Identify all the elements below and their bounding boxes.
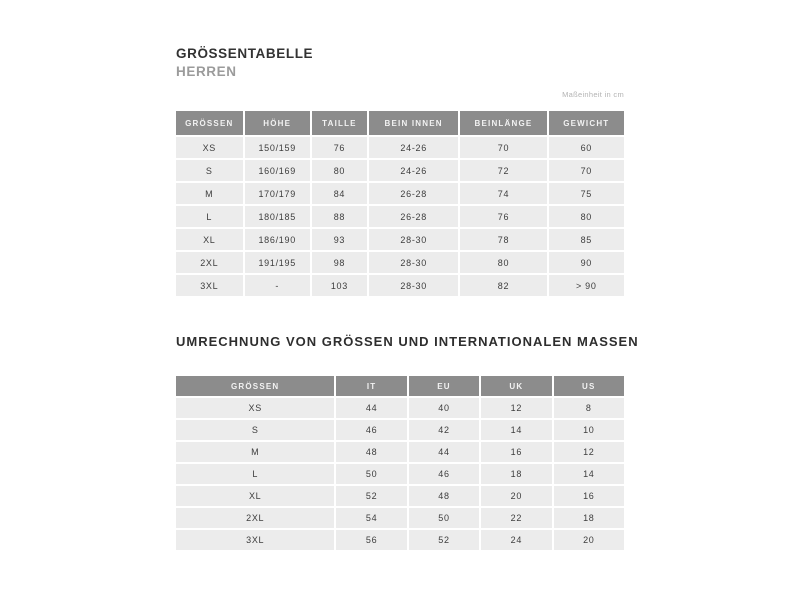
table-cell: 78 [460, 229, 546, 250]
table-cell: 20 [481, 486, 551, 506]
table-cell: 16 [481, 442, 551, 462]
table-cell: XL [176, 486, 334, 506]
table-cell: 12 [481, 398, 551, 418]
table-row [176, 442, 624, 462]
table-cell: 26-28 [369, 206, 458, 227]
table-row [176, 420, 624, 440]
table-cell: 12 [554, 442, 624, 462]
table-cell: 50 [336, 464, 406, 484]
table-cell: 85 [549, 229, 624, 250]
table-cell: XL [176, 229, 243, 250]
column-header: GRÖSSEN [176, 111, 243, 135]
table-cell: 80 [312, 160, 367, 181]
table-row [176, 229, 624, 250]
table-cell: 80 [460, 252, 546, 273]
table-cell: 60 [549, 137, 624, 158]
table-cell: 93 [312, 229, 367, 250]
table-cell: 186/190 [245, 229, 310, 250]
table-row [176, 464, 624, 484]
table-row [176, 398, 624, 418]
table-cell: 20 [554, 530, 624, 550]
conversion-section-title: UMRECHNUNG VON GRÖSSEN UND INTERNATIONALEN MASSEN [176, 334, 639, 349]
table-cell: 22 [481, 508, 551, 528]
table-cell: 98 [312, 252, 367, 273]
column-header: HÖHE [245, 111, 310, 135]
table-cell: 44 [409, 442, 479, 462]
table-cell: 28-30 [369, 252, 458, 273]
table-row [176, 508, 624, 528]
table-cell: 76 [312, 137, 367, 158]
table-cell: 24-26 [369, 137, 458, 158]
table-cell: L [176, 206, 243, 227]
table-cell: M [176, 442, 334, 462]
table-cell: 170/179 [245, 183, 310, 204]
table-cell: 76 [460, 206, 546, 227]
table-cell: 3XL [176, 275, 243, 296]
page-title: GRÖSSENTABELLE [176, 46, 314, 61]
table-cell: 2XL [176, 508, 334, 528]
table-cell: 46 [336, 420, 406, 440]
page-subtitle: HERREN [176, 64, 237, 79]
table-cell: > 90 [549, 275, 624, 296]
table-cell: M [176, 183, 243, 204]
table-row [176, 137, 624, 158]
table-cell: 52 [409, 530, 479, 550]
table-cell: 42 [409, 420, 479, 440]
table-row [176, 160, 624, 181]
column-header: UK [481, 376, 551, 396]
header-row [176, 111, 624, 135]
table-cell: 160/169 [245, 160, 310, 181]
table-row [176, 530, 624, 550]
table-row [176, 206, 624, 227]
unit-note: Maßeinheit in cm [562, 90, 624, 99]
table-cell: 90 [549, 252, 624, 273]
table-cell: 46 [409, 464, 479, 484]
table-cell: 150/159 [245, 137, 310, 158]
table-cell: - [245, 275, 310, 296]
table-cell: XS [176, 137, 243, 158]
column-header: TAILLE [312, 111, 367, 135]
table-cell: 8 [554, 398, 624, 418]
column-header: US [554, 376, 624, 396]
table-cell: S [176, 420, 334, 440]
table-cell: 16 [554, 486, 624, 506]
table-cell: 50 [409, 508, 479, 528]
column-header: GRÖSSEN [176, 376, 334, 396]
table-cell: 180/185 [245, 206, 310, 227]
table-cell: 18 [554, 508, 624, 528]
table-cell: 24 [481, 530, 551, 550]
table-cell: 82 [460, 275, 546, 296]
table-cell: 56 [336, 530, 406, 550]
table-cell: 48 [336, 442, 406, 462]
table-cell: 2XL [176, 252, 243, 273]
table-row [176, 275, 624, 296]
table-cell: 52 [336, 486, 406, 506]
table-cell: 72 [460, 160, 546, 181]
table-cell: 74 [460, 183, 546, 204]
header-row [176, 376, 624, 396]
table-cell: 75 [549, 183, 624, 204]
table-cell: 28-30 [369, 275, 458, 296]
table-cell: 3XL [176, 530, 334, 550]
table-cell: L [176, 464, 334, 484]
table-cell: 191/195 [245, 252, 310, 273]
table-cell: 24-26 [369, 160, 458, 181]
table-cell: 26-28 [369, 183, 458, 204]
column-header: BEINLÄNGE [460, 111, 546, 135]
table-row [176, 183, 624, 204]
table-cell: 48 [409, 486, 479, 506]
table-cell: XS [176, 398, 334, 418]
table-cell: 40 [409, 398, 479, 418]
table-cell: S [176, 160, 243, 181]
size-table [174, 109, 626, 298]
table-cell: 28-30 [369, 229, 458, 250]
column-header: IT [336, 376, 406, 396]
column-header: EU [409, 376, 479, 396]
table-cell: 80 [549, 206, 624, 227]
table-row [176, 486, 624, 506]
table-cell: 44 [336, 398, 406, 418]
table-cell: 88 [312, 206, 367, 227]
column-header: GEWICHT [549, 111, 624, 135]
content-column [176, 0, 639, 552]
table-cell: 14 [481, 420, 551, 440]
table-row [176, 252, 624, 273]
conversion-table [174, 374, 626, 552]
table-cell: 18 [481, 464, 551, 484]
table-cell: 54 [336, 508, 406, 528]
table-cell: 103 [312, 275, 367, 296]
column-header: BEIN INNEN [369, 111, 458, 135]
table-cell: 70 [460, 137, 546, 158]
table-cell: 10 [554, 420, 624, 440]
table-cell: 70 [549, 160, 624, 181]
table-cell: 14 [554, 464, 624, 484]
table-cell: 84 [312, 183, 367, 204]
